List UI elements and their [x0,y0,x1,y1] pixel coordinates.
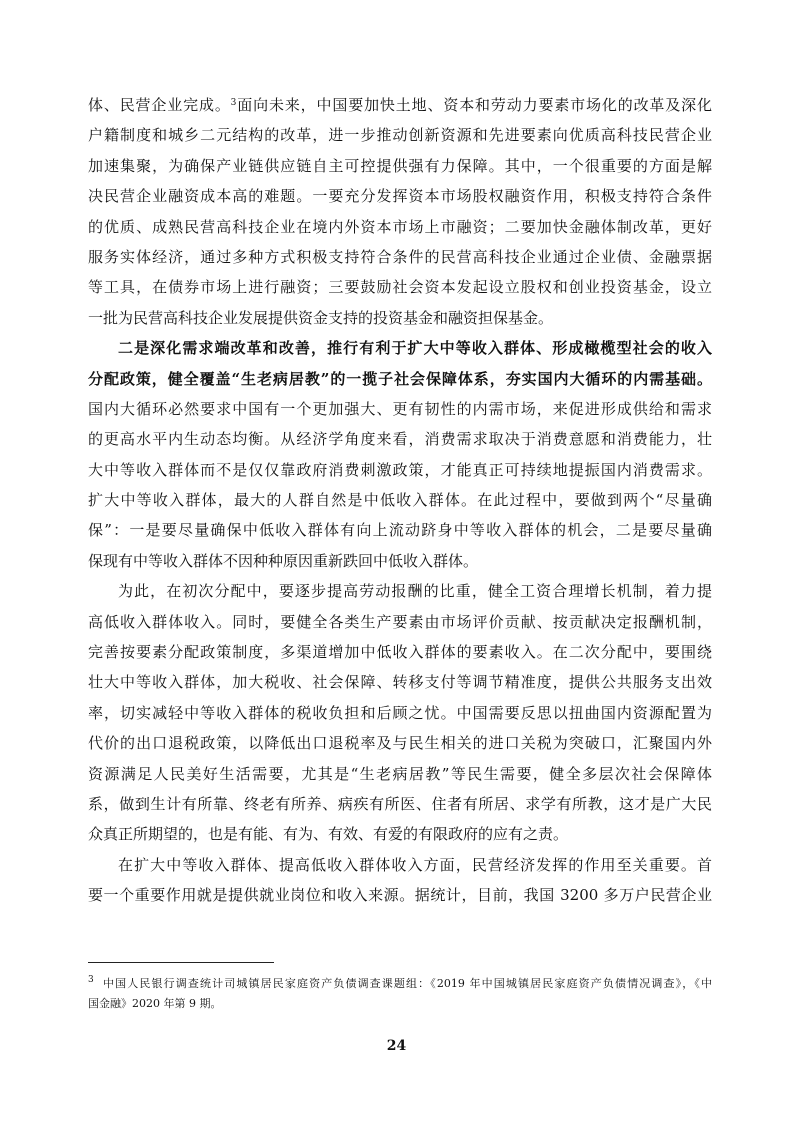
text-line: 完善按要素分配政策制度，多渠道增加中低收入群体的要素收入。在二次分配中，要围绕 [88,643,712,662]
paragraph-domestic-demand [88,394,712,576]
paragraph-bold-heading [88,333,712,394]
body-text [88,90,712,911]
text-line: 代价的出口退税政策，以降低出口退税率及与民生相关的进口关税为突破口，汇聚国内外 [88,734,712,753]
text-line: 为此，在初次分配中，要逐步提高劳动报酬的比重，健全工资合理增长机制，着力提 [118,582,712,601]
text-line: 大中等收入群体而不是仅仅靠政府消费刺激政策，才能真正可持续地提振国内消费需求。 [88,460,712,479]
text-line: 国内大循环必然要求中国有一个更加强大、更有韧性的内需市场，来促进形成供给和需求 [88,399,712,418]
paragraph-income-distribution [88,576,712,850]
text-line: 体、民营企业完成。$^3$面向未来，中国要加快土地、资本和劳动力要素市场化的改革及深化 [88,96,712,114]
footnote-reference: 3 [230,98,237,108]
text-line: 的优质、成熟民营高科技企业在境内外资本市场上市融资；二要加快金融体制改革，更好 [88,217,712,236]
text-line: 系，做到生计有所靠、终老有所养、病疾有所医、住者有所居、求学有所教，这才是广大民 [88,794,712,813]
text-line: 户籍制度和城乡二元结构的改革，进一步推动创新资源和先进要素向优质高科技民营企业 [88,126,712,145]
footnote [88,974,712,1014]
footnote-line: $^3$ 中国人民银行调查统计司城镇居民家庭资产负债调查课题组：《2019 年中国城镇居民家庭资产负债情况调查》，《中 [88,975,712,990]
text-line: 的更高水平内生动态均衡。从经济学角度来看，消费需求取决于消费意愿和消费能力，壮 [88,430,712,449]
text-line: 扩大中等收入群体，最大的人群自然是中低收入群体。在此过程中，要做到两个“尽量确 [88,491,712,510]
text-line: 保”：一是要尽量确保中低收入群体有向上流动跻身中等收入群体的机会，二是要尽量确 [88,521,712,540]
footnote-divider [88,962,274,963]
text-line: 壮大中等收入群体，加大税收、社会保障、转移支付等调节精准度，提供公共服务支出效 [88,673,712,692]
page-number: 24 [386,1038,407,1054]
paragraph-private-economy [88,850,712,911]
text-line: 要一个重要作用就是提供就业岗位和收入来源。据统计，目前，我国 3200 多万户民营企业 [88,886,712,905]
paragraph-factor-market-reform [88,90,712,333]
text-line: 加速集聚，为确保产业链供应链自主可控提供强有力保障。其中，一个很重要的方面是解 [88,156,712,175]
text-line: 一批为民营高科技企业发展提供资金支持的投资基金和融资担保基金。 [88,308,554,327]
text-line: 保现有中等收入群体不因种种原因重新跌回中低收入群体。 [88,551,479,570]
text-line: 在扩大中等收入群体、提高低收入群体收入方面，民营经济发挥的作用至关重要。首 [118,855,712,874]
text-line: 决民营企业融资成本高的难题。一要充分发挥资本市场股权融资作用，积极支持符合条件 [88,187,712,206]
text-line: 众真正所期望的，也是有能、有为、有效、有爱的有限政府的应有之责。 [88,825,569,844]
bold-text-line: 分配政策，健全覆盖“生老病居教”的一揽子社会保障体系，夯实国内大循环的内需基础。 [88,369,712,388]
text-line: 资源满足人民美好生活需要，尤其是“生老病居教”等民生需要，健全多层次社会保障体 [88,764,712,783]
text-line: 高低收入群体收入。同时，要健全各类生产要素由市场评价贡献、按贡献决定报酬机制， [88,612,712,631]
footnote-marker: 3 [88,975,94,985]
text-line: 服务实体经济，通过多种方式积极支持符合条件的民营高科技企业通过企业债、金融票据 [88,247,712,266]
bold-text-line: 二是深化需求端改革和改善，推行有利于扩大中等收入群体、形成橄榄型社会的收入 [118,339,712,358]
text-line: 率，切实减轻中等收入群体的税收负担和后顾之忧。中国需要反思以扭曲国内资源配置为 [88,703,712,722]
text-line: 等工具，在债券市场上进行融资；三要鼓励社会资本发起设立股权和创业投资基金，设立 [88,278,712,297]
footnote-line: 国金融》2020 年第 9 期。 [88,997,222,1010]
